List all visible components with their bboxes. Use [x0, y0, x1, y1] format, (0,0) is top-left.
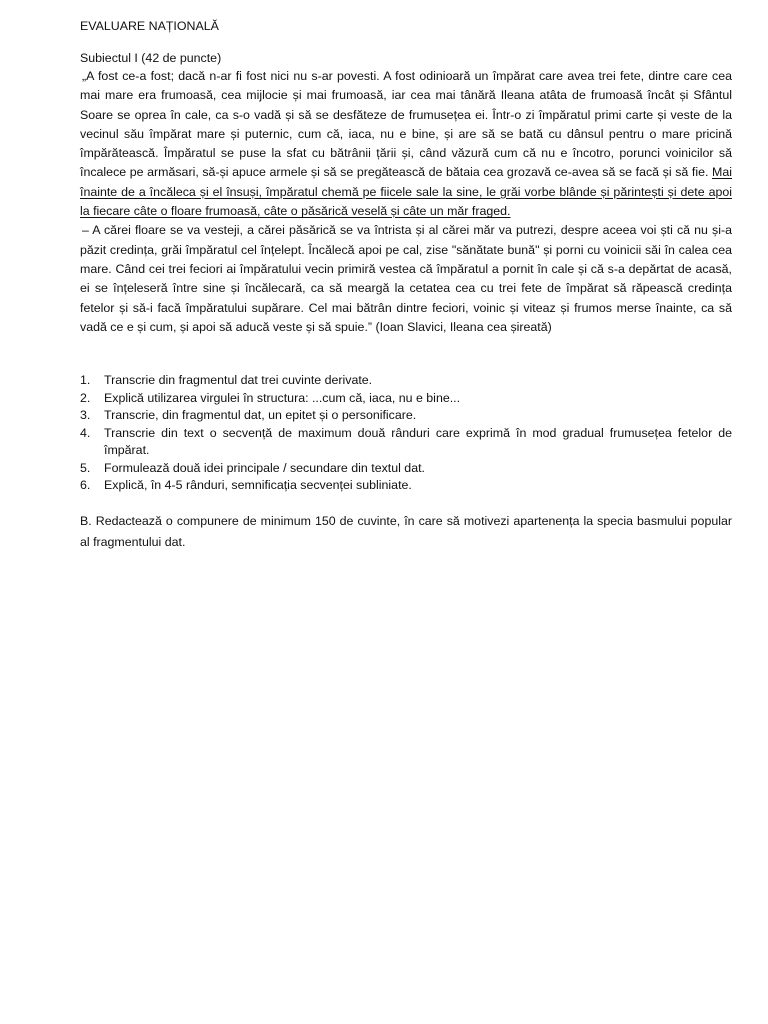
task-item — [80, 425, 732, 460]
task-text: Explică utilizarea virgulei în structura: ...cum că, iaca, nu e bine... — [104, 390, 461, 405]
task-number: 4. — [80, 425, 91, 440]
task-number: 6. — [80, 478, 91, 493]
essay-task: B. Redactează o compunere de minimum 150 de cuvinte, în care să motivezi apartenența la specia basmului popular al fragmentului dat. — [80, 513, 732, 549]
task-item — [80, 460, 732, 478]
task-text: Transcrie, din fragmentul dat, un epitet și o personificare. — [104, 408, 417, 423]
task-text: Explică, în 4-5 rânduri, semnificația secvenței subliniate. — [104, 478, 412, 493]
task-item — [80, 477, 732, 495]
task-number: 2. — [80, 390, 91, 405]
task-item — [80, 372, 732, 390]
document-page — [80, 18, 732, 553]
literary-passage — [80, 67, 732, 337]
task-number: 3. — [80, 408, 91, 423]
passage-paragraph-2: – A cărei floare se va vesteji, a cărei păsărică se va întrista și al cărei măr va putrezi, despre aceea voi ști că nu și-a păzit credința, grăi împăratul cel înțelept. Încălecă apoi pe cal, zise "sănătate bună" și porni cu voinicii săi în calea cea mare. Când cei trei feciori ai împăratului vecin primiră vestea că împăratul a pornit în cale și că s-a depărtat de acasă, ei se înțeleseră între sine și încălecară, ca să meargă la cetatea cea cu trei fete de împărat să răpească credința fetelor și să-i facă împăratului supărare. Cel mai bătrân dintre feciori, voinic și viteaz și frumos merse înainte, ca să vadă ce e și cum, și apoi să aducă veste și să spuie.” (Ioan Slavici, Ileana cea șireată) — [80, 223, 732, 334]
passage-paragraph-1 — [80, 67, 732, 221]
underlined-sequence: Mai înainte de a încăleca și el însuși, împăratul chemă pe fiicele sale la sine, le grăi vorbe blânde și părintești și dete apoi la fiecare câte o floare frumoasă, câte o păsărică veselă și câte un măr fraged. — [80, 165, 732, 219]
task-item — [80, 390, 732, 408]
task-number: 1. — [80, 373, 91, 388]
task-item — [80, 407, 732, 425]
task-number: 5. — [80, 460, 91, 475]
task-text: Transcrie din fragmentul dat trei cuvinte derivate. — [104, 373, 373, 388]
task-list — [80, 372, 732, 495]
task-text: Transcrie din text o secvență de maximum două rânduri care exprimă în mod gradual frumusețea fetelor de împărat. — [104, 425, 732, 458]
task-text: Formulează două idei principale / secundare din textul dat. — [104, 460, 425, 475]
document-title: EVALUARE NAȚIONALĂ — [80, 19, 219, 33]
passage-paragraph-1-text: „A fost ce-a fost; dacă n-ar fi fost nici nu s-ar povesti. A fost odinioară un împărat care avea trei fete, dintre care cea mai mare era frumoasă, cea mijlocie și mai frumoasă, iar cea mai tânără Ileana atâta de frumoasă încât și Sfântul Soare se oprea în cale, ca s-o vadă și să se desfăteze de frumusețea ei. Într-o zi împăratul primi carte și veste de la vecinul său împărat mare și puternic, cum că, iaca, nu e bine, și are să se bată cu dânsul pentru o mare pricină împărătească. Împăratul se puse la sfat cu bătrânii țării și, când văzură cum că nu e încotro, porunci voinicilor să încalece pe armăsari, să-și apuce armele și să se pregătească de bătaia cea grozavă ce-avea să se facă și să fie. — [80, 69, 732, 180]
subject-heading: Subiectul I (42 de puncte) — [80, 51, 222, 65]
